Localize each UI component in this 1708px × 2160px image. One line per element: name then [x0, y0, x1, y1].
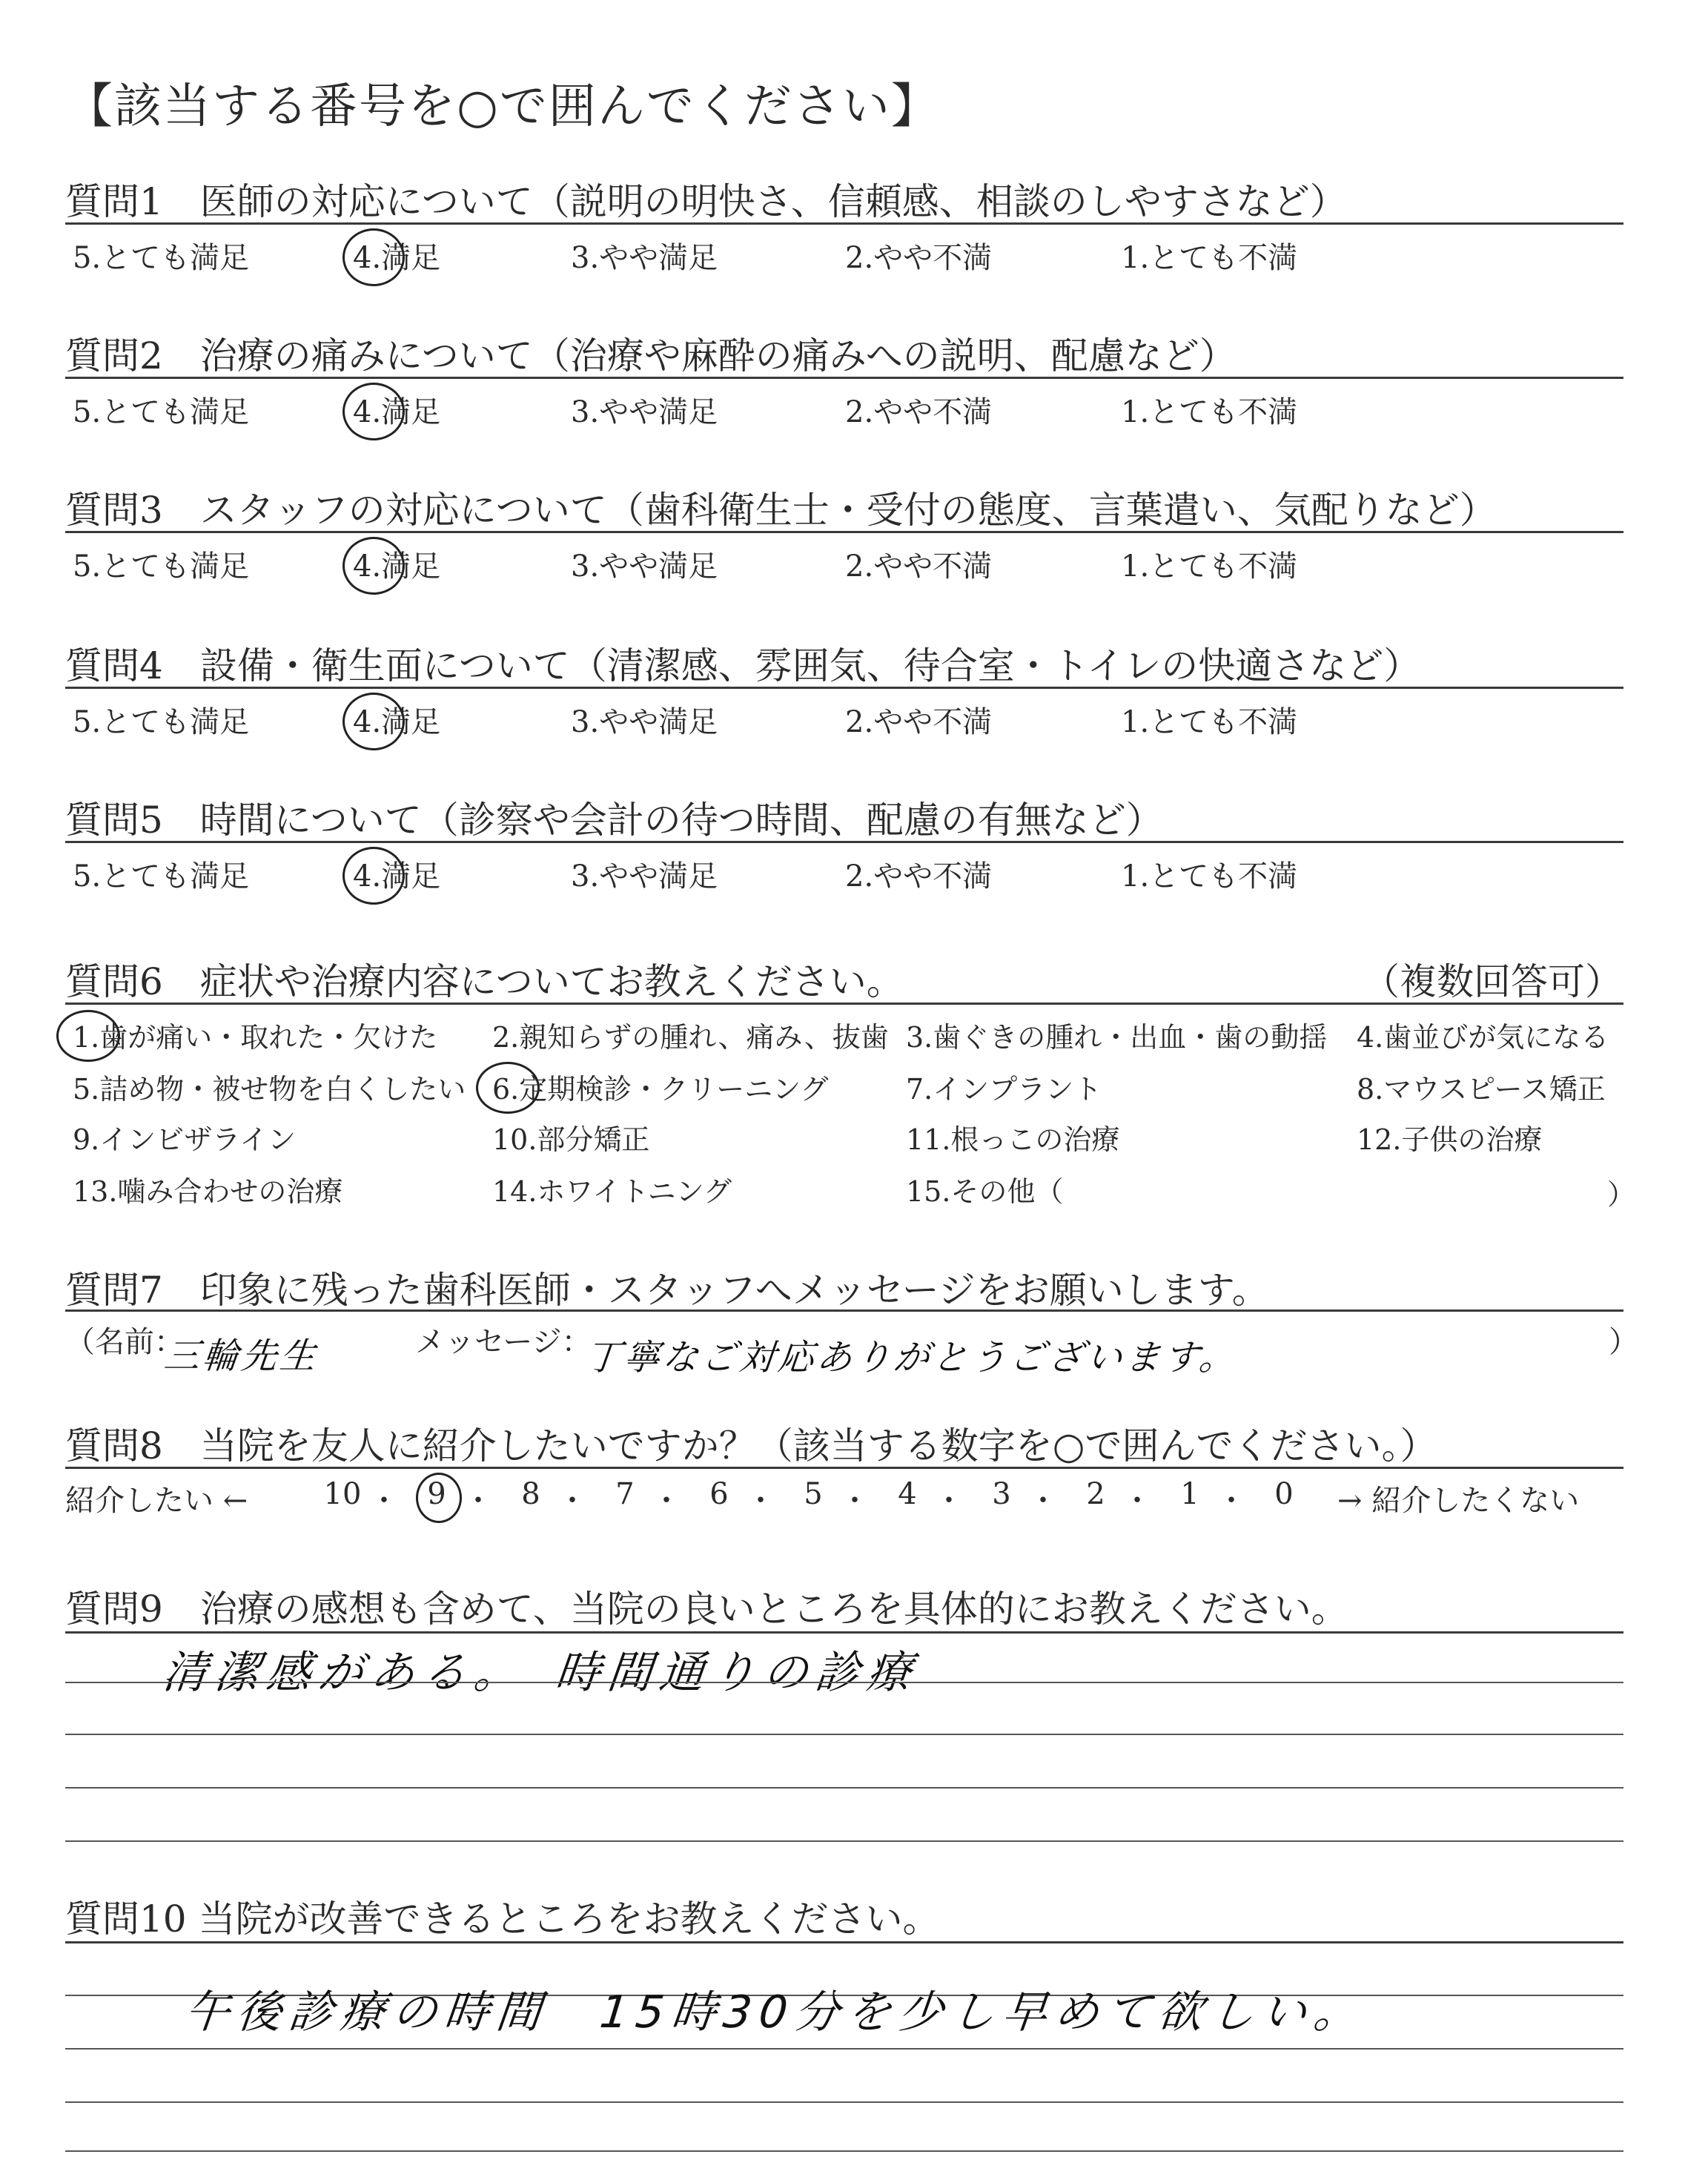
q8-scale-value[interactable]: 3	[992, 1477, 1011, 1511]
q8-separator: ・	[1028, 1484, 1058, 1518]
q5-rule	[65, 841, 1623, 843]
q10-heading: 質問10 当院が改善できるところをお教えください。	[65, 1898, 940, 1941]
q3-heading: 質問3 スタッフの対応について（歯科衛生士・受付の態度、言葉遣い、気配りなど）	[65, 489, 1497, 532]
q6-option[interactable]: 2.親知らずの腫れ、痛み、抜歯	[492, 1021, 889, 1054]
q8-separator: ・	[463, 1484, 493, 1518]
q6-option[interactable]: 10.部分矯正	[492, 1123, 650, 1156]
q6-option[interactable]: 11.根っこの治療	[906, 1123, 1120, 1156]
q7-rule	[65, 1309, 1623, 1312]
q8-scale-value[interactable]: 0	[1274, 1477, 1294, 1511]
q6-selected-circle	[56, 1010, 120, 1062]
q2-option[interactable]: 3.やや満足	[571, 395, 718, 429]
q4-option[interactable]: 1.とても不満	[1121, 705, 1298, 739]
q8-scale-value[interactable]: 10	[323, 1477, 362, 1511]
q8-heading: 質問8 当院を友人に紹介したいですか？（該当する数字を○で囲んでください。）	[65, 1424, 1437, 1467]
q3-option[interactable]: 4.満足	[353, 549, 441, 584]
q5-option[interactable]: 5.とても満足	[73, 859, 250, 894]
q8-scale-value[interactable]: 7	[615, 1477, 635, 1511]
q1-rule	[65, 222, 1623, 225]
q8-scale-value[interactable]: 6	[709, 1477, 729, 1511]
q9-rule	[65, 1631, 1623, 1634]
q7-message-value: 丁寧なご対応ありがとうございます。	[583, 1337, 1240, 1378]
q9-answer: 清潔感がある。 時間通りの診療	[159, 1647, 922, 1699]
q6-option[interactable]: 12.子供の治療	[1357, 1123, 1543, 1156]
q2-option[interactable]: 1.とても不満	[1121, 395, 1298, 429]
q6-option[interactable]: 9.インビザライン	[73, 1123, 297, 1156]
q1-option[interactable]: 4.満足	[353, 241, 441, 275]
q9-answer-line	[65, 1787, 1623, 1789]
q3-option[interactable]: 5.とても満足	[73, 549, 250, 584]
q1-heading: 質問1 医師の対応について（説明の明快さ、信頼感、相談のしやすさなど）	[65, 180, 1347, 223]
q9-answer-line	[65, 1840, 1623, 1842]
q5-option[interactable]: 2.やや不満	[845, 859, 993, 894]
q8-separator: ・	[840, 1484, 870, 1518]
q4-rule	[65, 687, 1623, 689]
q2-option[interactable]: 2.やや不満	[845, 395, 993, 429]
q4-selected-circle	[342, 693, 405, 750]
q8-selected-circle	[416, 1473, 462, 1523]
q9-answer-line	[65, 1682, 1623, 1683]
q5-option[interactable]: 4.満足	[353, 859, 441, 894]
q9-answer-line	[65, 1734, 1623, 1735]
q8-scale-value[interactable]: 2	[1086, 1477, 1105, 1511]
q8-separator: ・	[746, 1484, 775, 1518]
q8-separator: ・	[369, 1484, 399, 1518]
q5-option[interactable]: 1.とても不満	[1121, 859, 1298, 894]
q2-option[interactable]: 5.とても満足	[73, 395, 250, 429]
q7-name-label: （名前：	[65, 1325, 184, 1359]
q6-option[interactable]: 4.歯並びが気になる	[1357, 1021, 1609, 1054]
q10-answer-line	[65, 2101, 1623, 2103]
q8-separator: ・	[1122, 1484, 1152, 1518]
q6-option[interactable]: 15.その他（	[906, 1175, 1064, 1208]
q1-option[interactable]: 3.やや満足	[571, 241, 718, 275]
q8-separator: ・	[934, 1484, 964, 1518]
q7-message-label: メッセージ：	[415, 1325, 592, 1359]
q8-separator: ・	[1217, 1484, 1246, 1518]
q4-option[interactable]: 4.満足	[353, 705, 441, 739]
q8-scale-value[interactable]: 1	[1180, 1477, 1199, 1511]
q7-heading: 質問7 印象に残った歯科医師・スタッフへメッセージをお願いします。	[65, 1269, 1269, 1312]
q3-option[interactable]: 2.やや不満	[845, 549, 993, 584]
q6-heading: 質問6 症状や治療内容についてお教えください。	[65, 960, 904, 1003]
q4-option[interactable]: 3.やや満足	[571, 705, 718, 739]
q1-selected-circle	[342, 228, 405, 286]
q8-left-label: 紹介したい ←	[65, 1484, 248, 1518]
q10-answer: 午後診療の時間 15時30分を少し早めて欲しい。	[182, 1986, 1368, 2038]
q1-option[interactable]: 5.とても満足	[73, 241, 250, 275]
q6-selected-circle	[476, 1062, 540, 1114]
q3-selected-circle	[342, 537, 405, 595]
q6-note: （複数回答可）	[1363, 960, 1622, 1003]
q3-rule	[65, 531, 1623, 533]
q5-selected-circle	[342, 847, 405, 905]
page-title: 【該当する番号を○で囲んでください】	[65, 79, 940, 134]
q8-scale-value[interactable]: 4	[898, 1477, 917, 1511]
q6-option[interactable]: 14.ホワイトニング	[492, 1175, 732, 1208]
q2-rule	[65, 377, 1623, 379]
q4-option[interactable]: 5.とても満足	[73, 705, 250, 739]
q6-option[interactable]: 1.歯が痛い・取れた・欠けた	[73, 1021, 438, 1054]
q1-option[interactable]: 1.とても不満	[1121, 241, 1298, 275]
q8-right-label: → 紹介したくない	[1337, 1484, 1580, 1518]
q6-option[interactable]: 6.定期検診・クリーニング	[492, 1073, 829, 1106]
q1-option[interactable]: 2.やや不満	[845, 241, 993, 275]
q8-separator: ・	[652, 1484, 681, 1518]
q6-option[interactable]: 8.マウスピース矯正	[1357, 1073, 1606, 1106]
q8-scale-value[interactable]: 5	[804, 1477, 823, 1511]
q6-option[interactable]: 13.噛み合わせの治療	[73, 1175, 343, 1208]
q10-answer-line	[65, 2150, 1623, 2152]
q7-name-value: 三輪先生	[162, 1335, 321, 1377]
q2-heading: 質問2 治療の痛みについて（治療や麻酔の痛みへの説明、配慮など）	[65, 334, 1237, 377]
q4-heading: 質問4 設備・衛生面について（清潔感、雰囲気、待合室・トイレの快適さなど）	[65, 644, 1421, 687]
q7-close-paren: ）	[1609, 1325, 1638, 1359]
q10-rule	[65, 1941, 1623, 1943]
q5-heading: 質問5 時間について（診察や会計の待つ時間、配慮の有無など）	[65, 799, 1163, 842]
q2-selected-circle	[342, 383, 405, 440]
q5-option[interactable]: 3.やや満足	[571, 859, 718, 894]
q6-rule	[65, 1003, 1623, 1005]
q2-option[interactable]: 4.満足	[353, 395, 441, 429]
q9-heading: 質問9 治療の感想も含めて、当院の良いところを具体的にお教えください。	[65, 1588, 1348, 1631]
q6-option[interactable]: 7.インプラント	[906, 1073, 1102, 1106]
q8-scale-value[interactable]: 8	[521, 1477, 540, 1511]
q6-option[interactable]: 5.詰め物・被せ物を白くしたい	[73, 1073, 466, 1106]
q4-option[interactable]: 2.やや不満	[845, 705, 993, 739]
q3-option[interactable]: 3.やや満足	[571, 549, 718, 584]
q8-scale-value[interactable]: 9	[427, 1477, 446, 1511]
q10-answer-line	[65, 2048, 1623, 2050]
q8-separator: ・	[557, 1484, 587, 1518]
q8-rule	[65, 1467, 1623, 1469]
q6-option[interactable]: 3.歯ぐきの腫れ・出血・歯の動揺	[906, 1021, 1328, 1054]
q6-close-paren: ）	[1607, 1178, 1636, 1211]
q3-option[interactable]: 1.とても不満	[1121, 549, 1298, 584]
